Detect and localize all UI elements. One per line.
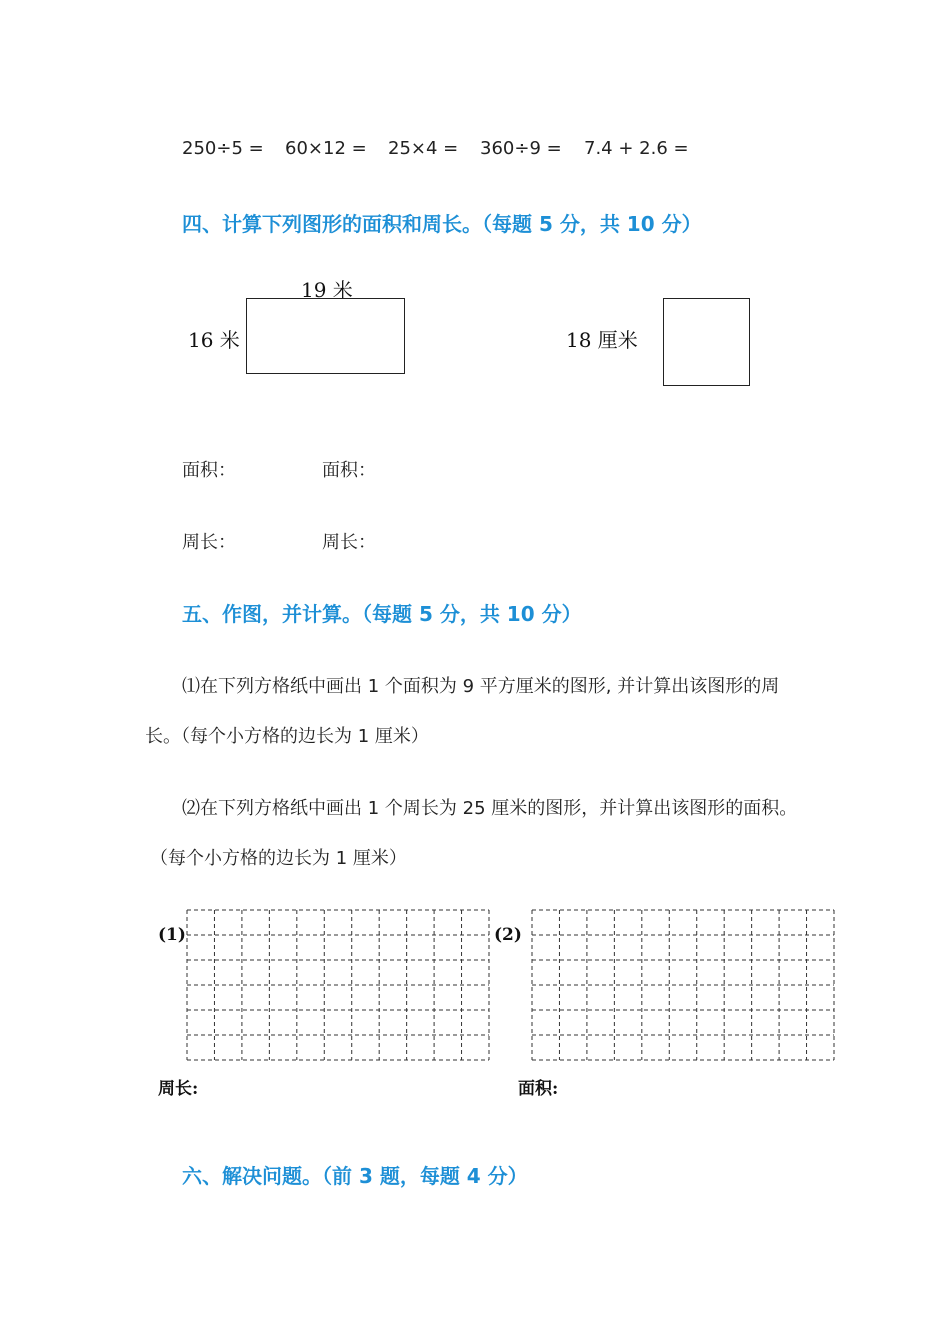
grid-1-label: (1)	[158, 925, 186, 945]
grid-paper-2[interactable]	[531, 909, 835, 1061]
grid-2-label: (2)	[494, 925, 522, 945]
calc-item-2: 60×12 =	[285, 138, 367, 159]
calc-item-5: 7.4 + 2.6 =	[584, 138, 689, 159]
section6-heading: 六、解决问题。（前 3 题，每题 4 分）	[182, 1164, 528, 1188]
grid-2-answer-label: 面积:	[518, 1079, 559, 1099]
question-2-line-1: ⑵在下列方格纸中画出 1 个周长为 25 厘米的图形，并计算出该图形的面积。	[182, 798, 798, 819]
question-2-line-2: （每个小方格的边长为 1 厘米）	[150, 848, 407, 869]
question-1-line-2: 长。（每个小方格的边长为 1 厘米）	[145, 726, 429, 747]
perimeter-label-square: 周长：	[322, 532, 376, 553]
question-1-line-1: ⑴在下列方格纸中画出 1 个面积为 9 平方厘米的图形, 并计算出该图形的周	[182, 676, 780, 697]
calc-item-3: 25×4 =	[388, 138, 459, 159]
square-side-label: 18 厘米	[566, 328, 638, 352]
section4-heading: 四、计算下列图形的面积和周长。（每题 5 分，共 10 分）	[182, 212, 702, 236]
area-label-rectangle: 面积：	[182, 460, 236, 481]
section5-heading: 五、作图，并计算。（每题 5 分，共 10 分）	[182, 602, 582, 626]
perimeter-label-rectangle: 周长：	[182, 532, 236, 553]
rectangle-shape	[246, 298, 405, 374]
rect-side-label: 16 米	[188, 328, 240, 352]
calc-item-4: 360÷9 =	[480, 138, 562, 159]
square-shape	[663, 298, 750, 386]
rect-top-label: 19 米	[301, 278, 353, 302]
grid-1-answer-label: 周长:	[158, 1079, 199, 1099]
calc-item-1: 250÷5 =	[182, 138, 264, 159]
grid-paper-1[interactable]	[186, 909, 490, 1061]
area-label-square: 面积：	[322, 460, 376, 481]
